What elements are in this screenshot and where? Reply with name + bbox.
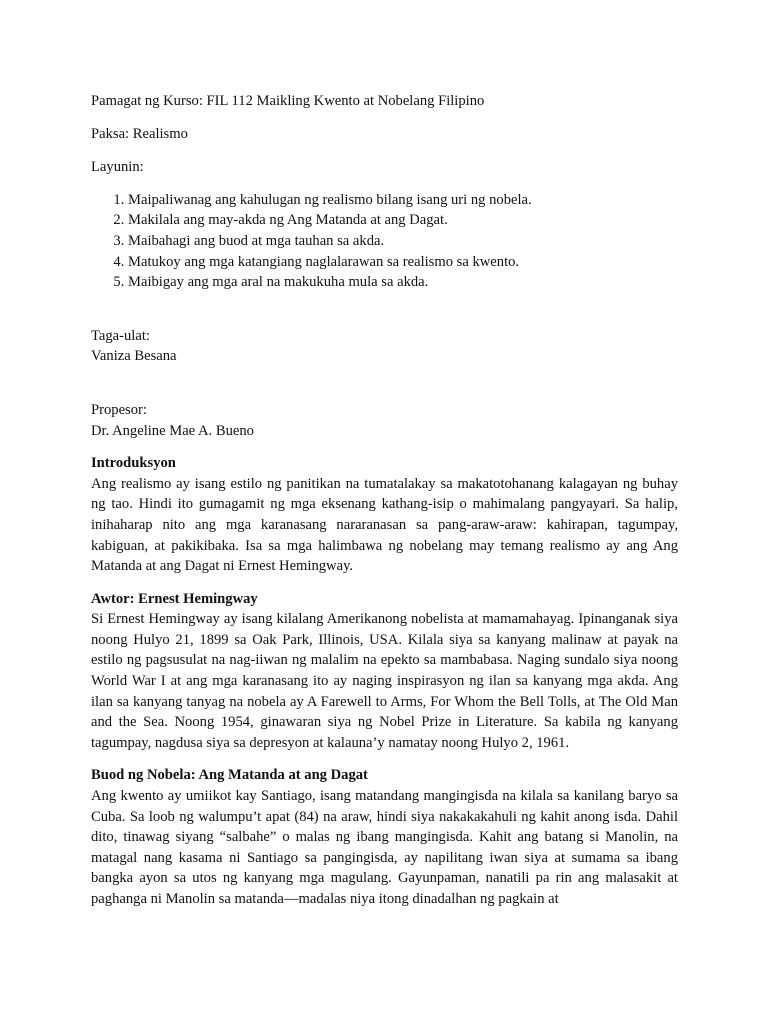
objectives-label: Layunin: [91,159,144,176]
objective-item: 5. Maibigay ang mga aral na makukuha mula sa akda. [128,272,678,293]
section-body: Ang realismo ay isang estilo ng panitikan na tumatalakay sa makatotohanang kalagayan ng buhay ng tao. Hindi ito gumagamit ng mga eksenang kathang-isip o mahimalang pangyayari. Sa halip, inihaharap nito ang mga karanasang nararanasan sa pang-araw-araw: kahirapan, tagumpay, kabiguan, at pakikibaka. Isa sa mga halimbawa ng nobelang may temang realismo ay ang Ang Matanda at ang Dagat ni Ernest Hemingway. [91,475,678,575]
professor-name: Dr. Angeline Mae A. Bueno [91,422,254,439]
reporter-label: Taga-ulat: [91,327,150,344]
section-body: Ang kwento ay umiikot kay Santiago, isang matandang mangingisda na kilala sa kanilang baryo sa Cuba. Sa loob ng walumpu’t apat (84) na araw, hindi siya nakakakahuli ng kahit anong isda. Dahil dito, tinawag siyang “salbahe” o malas ng ibang mangingisda. Kahit ang batang si Manolin, na matagal nang kasama ni Santiago sa pangingisda, ay napilitang iwan siya at sumama sa ibang bangka ayon sa utos ng kanyang mga magulang. Gayunpaman, nanatili pa rin ang malasakit at paghanga ni Manolin sa matanda—madalas niya itong dinadalhan ng pagkain at [91,788,678,907]
course-title: Pamagat ng Kurso: FIL 112 Maikling Kwento at Nobelang Filipino [91,93,485,109]
professor-label: Propesor: [91,401,147,418]
reporter-name: Vaniza Besana [91,348,177,365]
document-page [91,91,678,910]
topic-line: Paksa: Realismo [91,126,188,143]
objective-item: 2. Makilala ang may-akda ng Ang Matanda at ang Dagat. [128,210,678,231]
objective-item: 3. Maibahagi ang buod at mga tauhan sa akda. [128,231,678,252]
objective-item: 1. Maipaliwanag ang kahulugan ng realismo bilang isang uri ng nobela. [128,190,678,211]
section-author [91,589,678,754]
objectives-list [91,190,678,293]
reporter-block [91,326,678,367]
professor-block [91,400,678,441]
objective-item: 4. Matukoy ang mga katangiang naglalarawan sa realismo sa kwento. [128,252,678,273]
section-body: Si Ernest Hemingway ay isang kilalang Amerikanong nobelista at mamamahayag. Ipinanganak siya noong Hulyo 21, 1899 sa Oak Park, Illinois, USA. Kilala siya sa kanyang malinaw at payak na estilo ng pagsusulat na nag-iiwan ng malalim na epekto sa mambabasa. Naging sundalo siya noong World War I at ang mga karanasang ito ay naging inspirasyon ng ilan sa kanyang mga akda. Ang ilan sa kanyang tanyag na nobela ay A Farewell to Arms, For Whom the Bell Tolls, at The Old Man and the Sea. Noong 1954, ginawaran siya ng Nobel Prize in Literature. Sa kabila ng kanyang tagumpay, nagdusa siya sa depresyon at kalauna’y namatay noong Hulyo 2, 1961. [91,611,678,751]
section-heading: Buod ng Nobela: Ang Matanda at ang Dagat [91,767,368,784]
section-heading: Awtor: Ernest Hemingway [91,590,258,607]
section-heading: Introduksyon [91,455,176,472]
section-introduction [91,453,678,577]
section-summary [91,765,678,909]
